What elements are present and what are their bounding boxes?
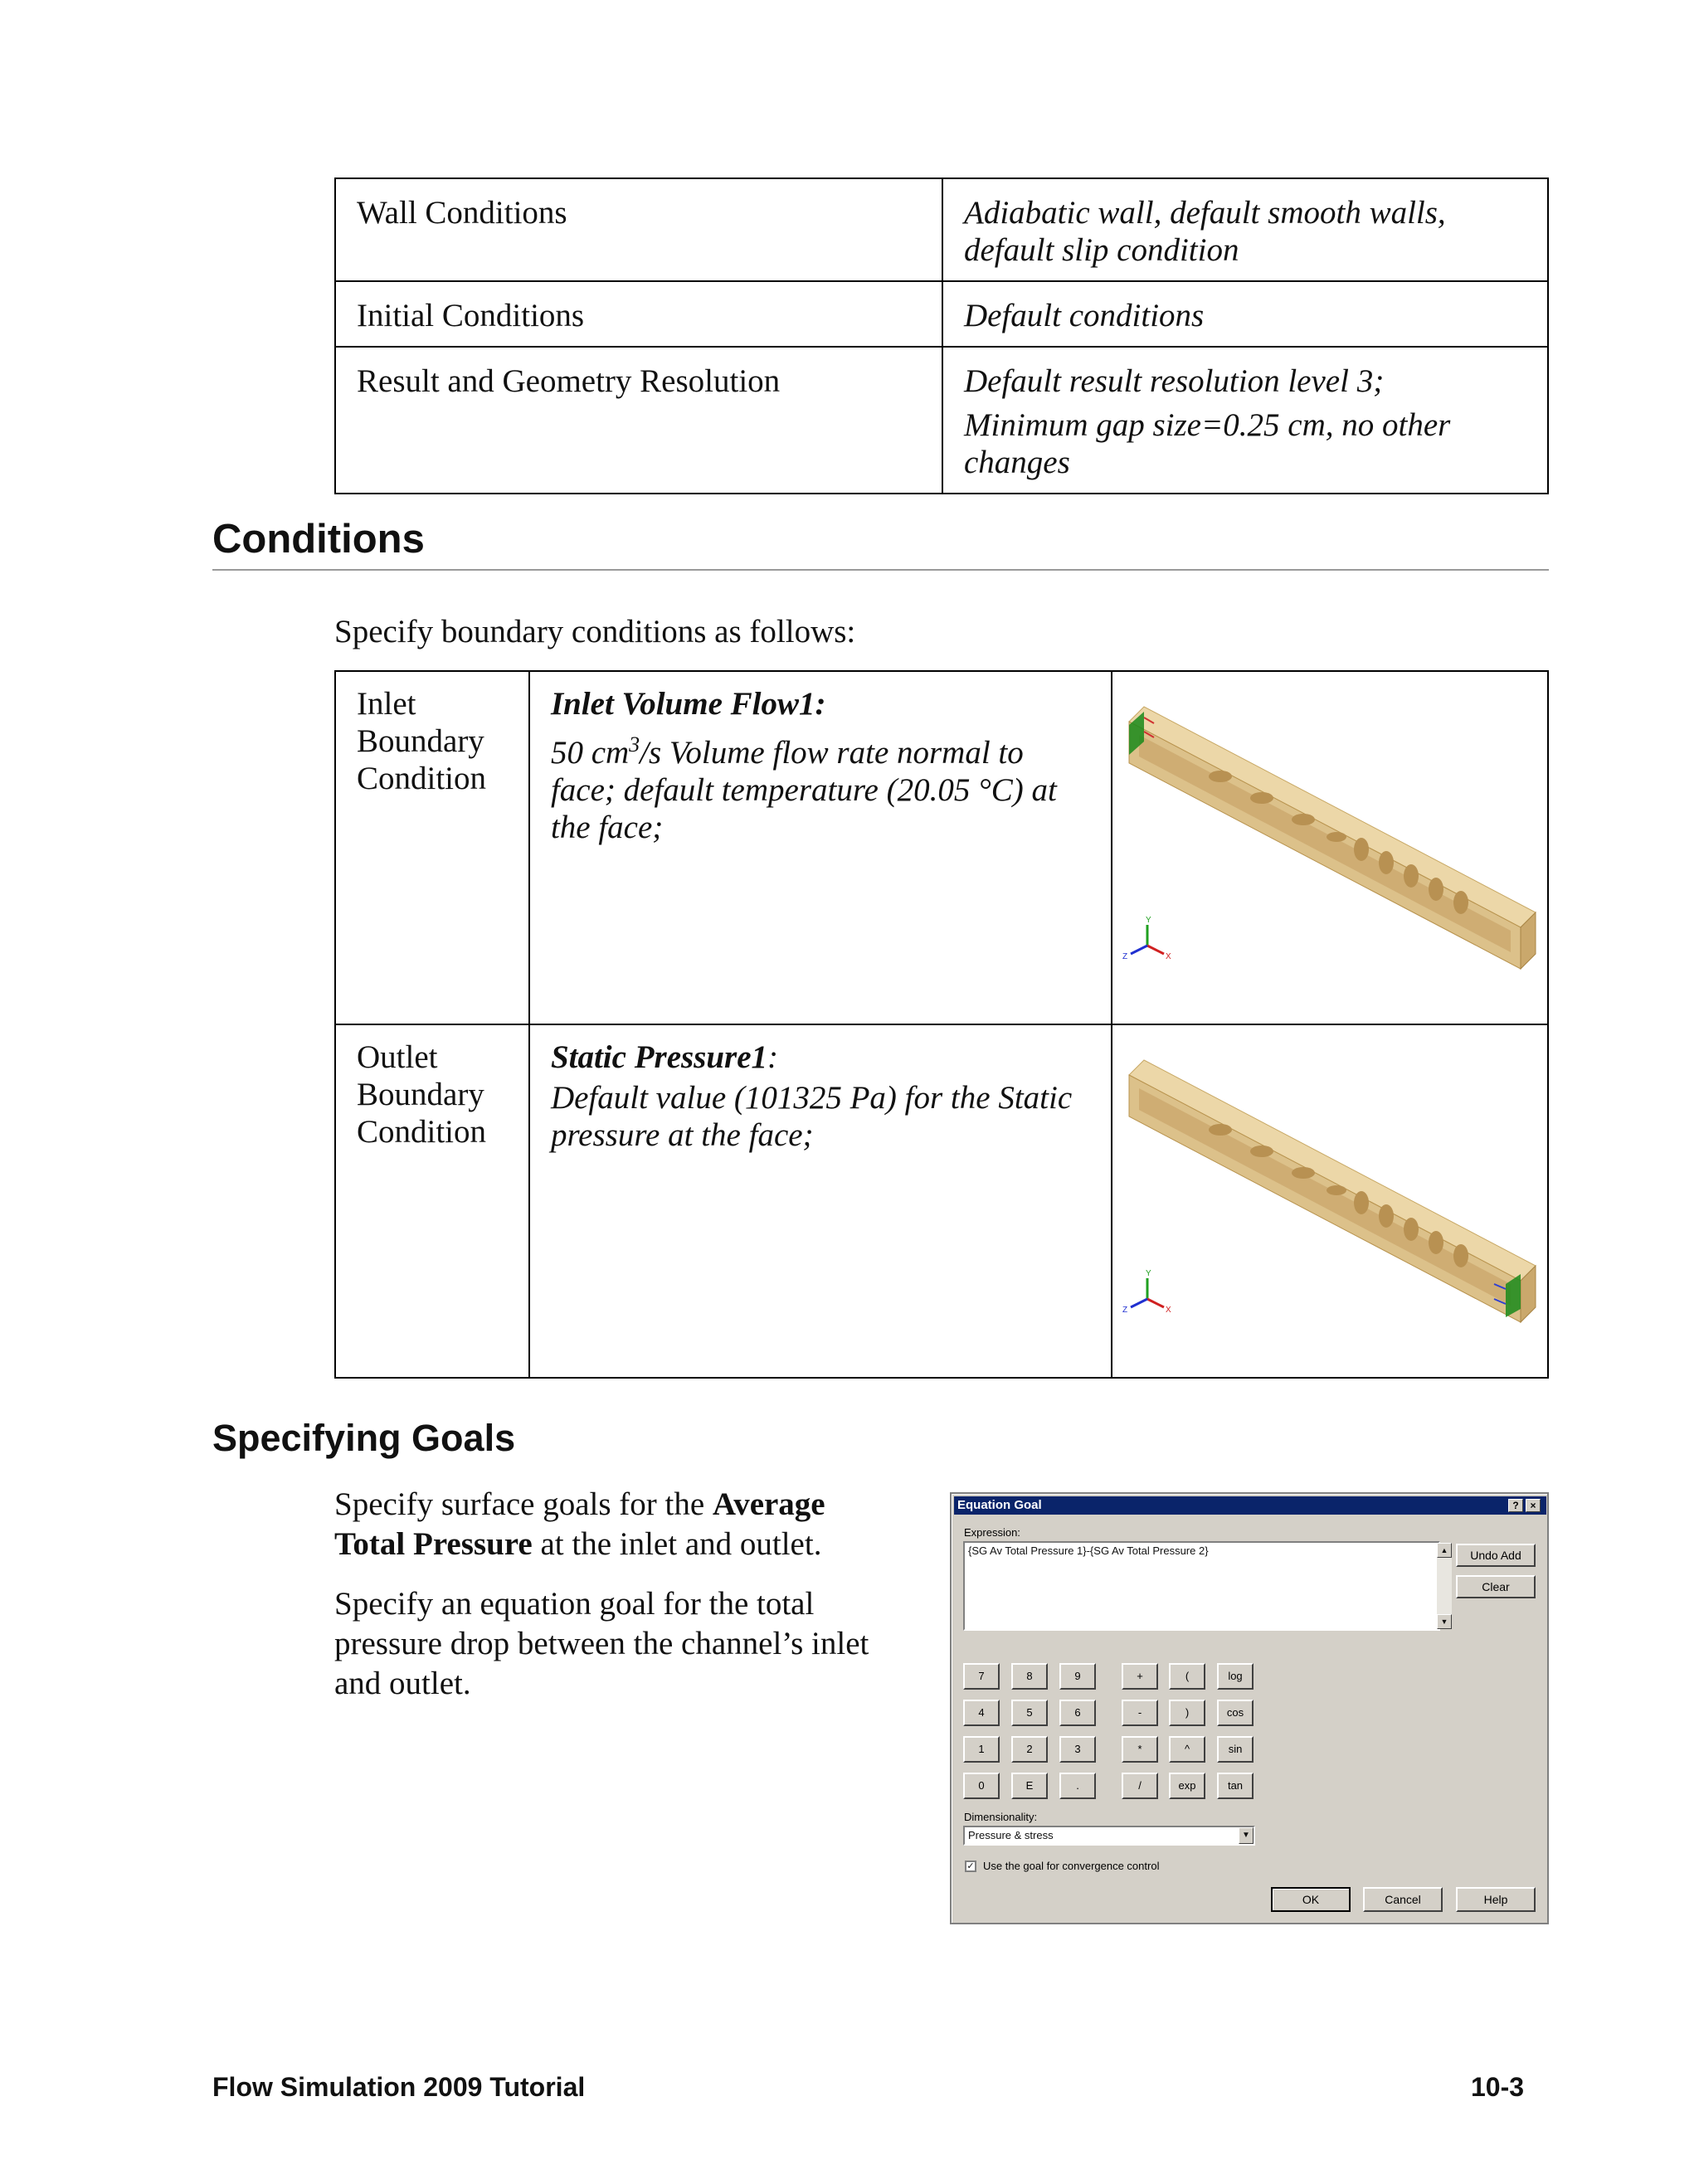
heading-rule (212, 569, 1549, 571)
condition-title (551, 1038, 1090, 1076)
dimensionality-label: Dimensionality: (964, 1811, 1038, 1823)
footer-title: Flow Simulation 2009 Tutorial (212, 2072, 586, 2102)
close-icon[interactable]: × (1526, 1499, 1541, 1512)
svg-text:X: X (1166, 952, 1171, 961)
dimensionality-select[interactable] (963, 1826, 1255, 1846)
condition-title-suffix: : (767, 1039, 779, 1075)
expression-label: Expression: (964, 1526, 1020, 1539)
table-cell-description (529, 1024, 1112, 1378)
goals-paragraph-2: Specify an equation goal for the total pressure drop between the channel’s inlet and outlet. (334, 1586, 869, 1701)
table-row (335, 671, 1548, 1024)
convergence-label[interactable]: Use the goal for convergence control (983, 1860, 1160, 1872)
row-label: Initial Conditions (357, 298, 585, 333)
calc-key[interactable]: exp (1169, 1773, 1205, 1799)
channel-model-outlet-icon (1112, 1025, 1548, 1377)
ok-button[interactable]: OK (1271, 1887, 1351, 1912)
row-label: Inlet Boundary Condition (357, 686, 487, 796)
expression-value: {SG Av Total Pressure 1}-{SG Av Total Pressure 2} (968, 1544, 1209, 1557)
expression-input[interactable] (963, 1541, 1448, 1631)
cancel-button[interactable]: Cancel (1363, 1887, 1443, 1912)
condition-description: Default value (101325 Pa) for the Static pressure at the face; (550, 1080, 1073, 1153)
scroll-down-icon[interactable]: ▼ (1437, 1614, 1452, 1629)
calc-key[interactable]: 3 (1059, 1736, 1096, 1763)
table-cell-label (335, 281, 942, 347)
calc-key[interactable]: - (1122, 1700, 1158, 1726)
row-value: Default result resolution level 3; (964, 363, 1385, 399)
goals-text: at the inlet and outlet. (532, 1526, 822, 1562)
svg-text:Y: Y (1146, 1269, 1151, 1278)
calc-key[interactable]: 8 (1011, 1663, 1048, 1690)
channel-model-inlet-icon (1112, 672, 1548, 1024)
goals-text: Specify surface goals for the (334, 1486, 713, 1522)
table-cell-label (335, 347, 942, 494)
calc-key[interactable]: / (1122, 1773, 1158, 1799)
goals-paragraph-1 (334, 1485, 898, 1564)
calc-key[interactable]: 5 (1011, 1700, 1048, 1726)
calc-key[interactable]: ^ (1169, 1736, 1205, 1763)
table-cell-label (335, 178, 942, 281)
table-cell-image (1112, 671, 1548, 1024)
settings-table (334, 178, 1549, 494)
calc-key[interactable]: 1 (963, 1736, 1000, 1763)
condition-title-text: Static Pressure1 (550, 1039, 768, 1075)
svg-text:Y: Y (1146, 916, 1151, 925)
boundary-conditions-table (334, 670, 1549, 1379)
row-value: Default conditions (964, 298, 1205, 333)
calc-key[interactable]: . (1059, 1773, 1096, 1799)
calc-key[interactable]: sin (1217, 1736, 1254, 1763)
calc-key[interactable]: 2 (1011, 1736, 1048, 1763)
desc-prefix: 50 cm (550, 735, 630, 771)
desc-superscript: 3 (629, 732, 640, 756)
table-row (335, 347, 1548, 494)
undo-add-button[interactable]: Undo Add (1456, 1544, 1536, 1567)
condition-title: Inlet Volume Flow1: (550, 686, 826, 722)
calc-key[interactable]: 0 (963, 1773, 1000, 1799)
calc-key[interactable]: 9 (1059, 1663, 1096, 1690)
calc-key[interactable]: log (1217, 1663, 1254, 1690)
row-label: Outlet Boundary Condition (357, 1039, 487, 1150)
clear-button[interactable]: Clear (1456, 1575, 1536, 1598)
desc-rest: /s Volume flow rate normal to face; default temperature (20.05 °C) at the face; (550, 735, 1057, 845)
page-number: 10-3 (1471, 2072, 1525, 2102)
conditions-intro: Specify boundary conditions as follows: (334, 614, 856, 649)
chevron-down-icon[interactable]: ▼ (1239, 1827, 1254, 1844)
row-label: Result and Geometry Resolution (357, 363, 781, 399)
scroll-up-icon[interactable]: ▲ (1437, 1543, 1452, 1558)
goals-bold-text: Average Total Pressure (334, 1486, 825, 1562)
equation-goal-dialog (950, 1492, 1549, 1924)
table-row (335, 178, 1548, 281)
convergence-checkbox[interactable]: ✓ (965, 1861, 976, 1872)
row-value: Adiabatic wall, default smooth walls, default slip condition (964, 195, 1446, 268)
calc-key[interactable]: 7 (963, 1663, 1000, 1690)
dialog-title: Equation Goal (954, 1496, 1546, 1515)
calc-key[interactable]: + (1122, 1663, 1158, 1690)
table-cell-label (335, 671, 529, 1024)
svg-text:Z: Z (1122, 1306, 1128, 1315)
calc-key[interactable]: tan (1217, 1773, 1254, 1799)
section-heading-goals: Specifying Goals (212, 1417, 516, 1459)
table-cell-value (942, 281, 1548, 347)
table-cell-value (942, 347, 1548, 494)
table-cell-description (529, 671, 1112, 1024)
svg-text:Z: Z (1122, 952, 1128, 961)
table-cell-label (335, 1024, 529, 1378)
calc-key[interactable]: cos (1217, 1700, 1254, 1726)
condition-description (551, 726, 1090, 846)
calc-key[interactable]: * (1122, 1736, 1158, 1763)
calc-key[interactable]: E (1011, 1773, 1048, 1799)
section-heading-conditions: Conditions (212, 517, 425, 562)
calc-key[interactable]: 6 (1059, 1700, 1096, 1726)
table-row (335, 1024, 1548, 1378)
dimensionality-value: Pressure & stress (968, 1829, 1054, 1841)
table-row (335, 281, 1548, 347)
table-cell-image (1112, 1024, 1548, 1378)
calc-key[interactable]: ( (1169, 1663, 1205, 1690)
help-icon[interactable]: ? (1508, 1499, 1523, 1512)
table-cell-value (942, 178, 1548, 281)
calc-key[interactable]: 4 (963, 1700, 1000, 1726)
row-label: Wall Conditions (357, 195, 567, 231)
calc-key[interactable]: ) (1169, 1700, 1205, 1726)
help-button[interactable]: Help (1456, 1887, 1536, 1912)
svg-text:X: X (1166, 1306, 1171, 1315)
row-value: Minimum gap size=0.25 cm, no other changes (964, 407, 1451, 480)
